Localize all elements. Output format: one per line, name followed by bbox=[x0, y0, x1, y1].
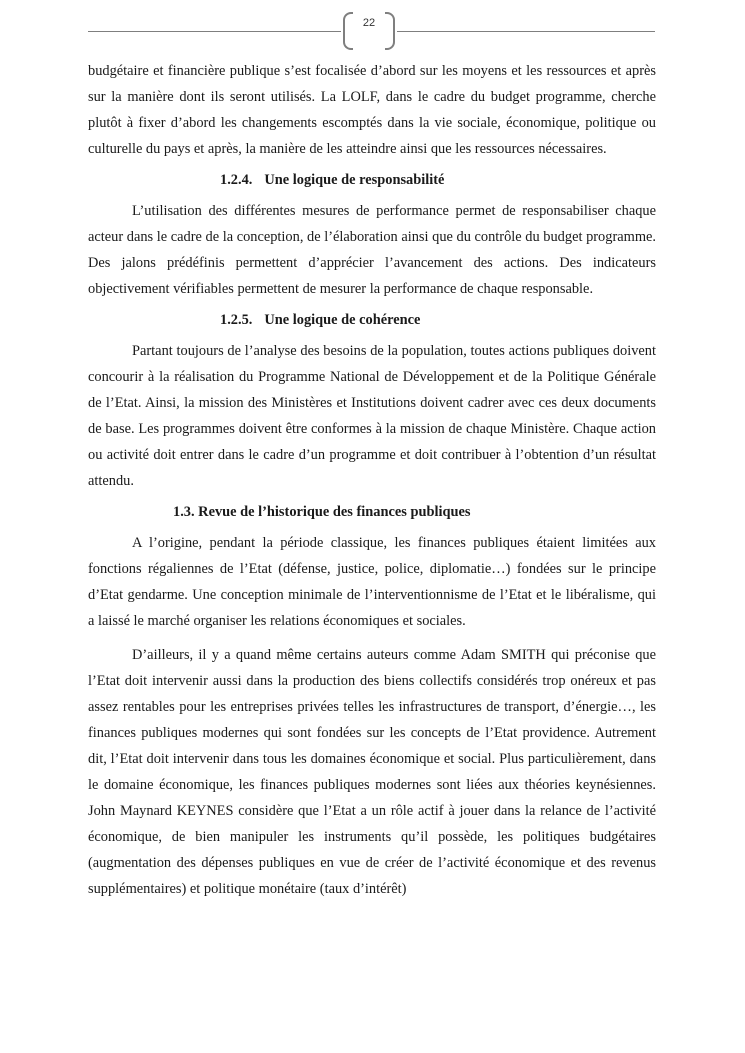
paragraph-origine: A l’origine, pendant la période classique, les finances publiques étaient limitées aux fonctions régaliennes de l’Etat (défense, justice, police, diplomatie…) fondées sur le principe d’Etat gendarme. Une conception minimale de l’interventionnisme de l’Etat et le libéralisme, qui a laissé le marché organiser les relations économiques et sociales. bbox=[88, 535, 656, 629]
paragraph-responsabilite: L’utilisation des différentes mesures de performance permet de responsabiliser chaque acteur dans le cadre de la conception, de l’élaboration ainsi que du contrôle du budget programme. Des jalons prédéfinis permettent d’apprécier l’avancement des actions. Des indicateurs objectivement vérifiables permettent de mesurer la performance de chaque responsable. bbox=[88, 203, 656, 297]
page-number-bracket-right bbox=[385, 12, 395, 50]
paragraph-budget-intro: budgétaire et financière publique s’est focalisée d’abord sur les moyens et les ressources et après sur la manière dont ils seront utilisés. La LOLF, dans le cadre du budget programme, cherche plutôt à fixer d’abord les changements escomptés dans la vie sociale, économique, politique ou culturelle du pays et après, la manière de les atteindre ainsi que les ressources nécessaires. bbox=[88, 63, 656, 157]
page-number: 22 bbox=[362, 17, 376, 29]
page-content bbox=[88, 58, 656, 902]
heading-1-3: 1.3. Revue de l’historique des finances publiques bbox=[173, 504, 471, 520]
heading-number: 1.2.4. bbox=[220, 172, 253, 188]
header-rule-left bbox=[88, 31, 341, 32]
paragraph-ailleurs: D’ailleurs, il y a quand même certains auteurs comme Adam SMITH qui préconise que l’Etat doit intervenir aussi dans la production des biens collectifs considérés trop onéreux et pas assez rentables pour les entreprises privées telles les infrastructures de transport, d’énergie…, les finances publiques modernes qui sont fondées sur les concepts de l’Etat providence. Autrement dit, l’Etat doit intervenir dans tous les domaines économique et social. Plus particulièrement, dans le domaine économique, les finances publiques modernes sont liées aux théories keynésiennes. John Maynard KEYNES considère que l’Etat a un rôle actif à jouer dans la relance de l’activité économique, de bien manipuler les instruments qu’il possède, les politiques budgétaires (augmentation des dépenses publiques en vue de créer de l’activité économique et des revenus supplémentaires) et politique monétaire (taux d’intérêt) bbox=[88, 647, 656, 897]
page-header bbox=[88, 10, 655, 52]
paragraph-coherence: Partant toujours de l’analyse des besoins de la population, toutes actions publiques doivent concourir à la réalisation du Programme National de Développement et de la Politique Générale de l’Etat. Ainsi, la mission des Ministères et Institutions doivent cadrer avec ces deux documents de base. Les programmes doivent être conformes à la mission de chaque Ministère. Chaque action ou activité doit entrer dans le cadre d’un programme et doit contribuer à l’obtention d’un résultat attendu. bbox=[88, 343, 656, 489]
heading-1-2-4 bbox=[88, 167, 656, 193]
header-rule-right bbox=[397, 31, 655, 32]
heading-title: Une logique de responsabilité bbox=[264, 172, 445, 188]
heading-1-2-5 bbox=[88, 307, 656, 333]
heading-number: 1.2.5. bbox=[220, 312, 253, 328]
heading-title: Une logique de cohérence bbox=[264, 312, 421, 328]
